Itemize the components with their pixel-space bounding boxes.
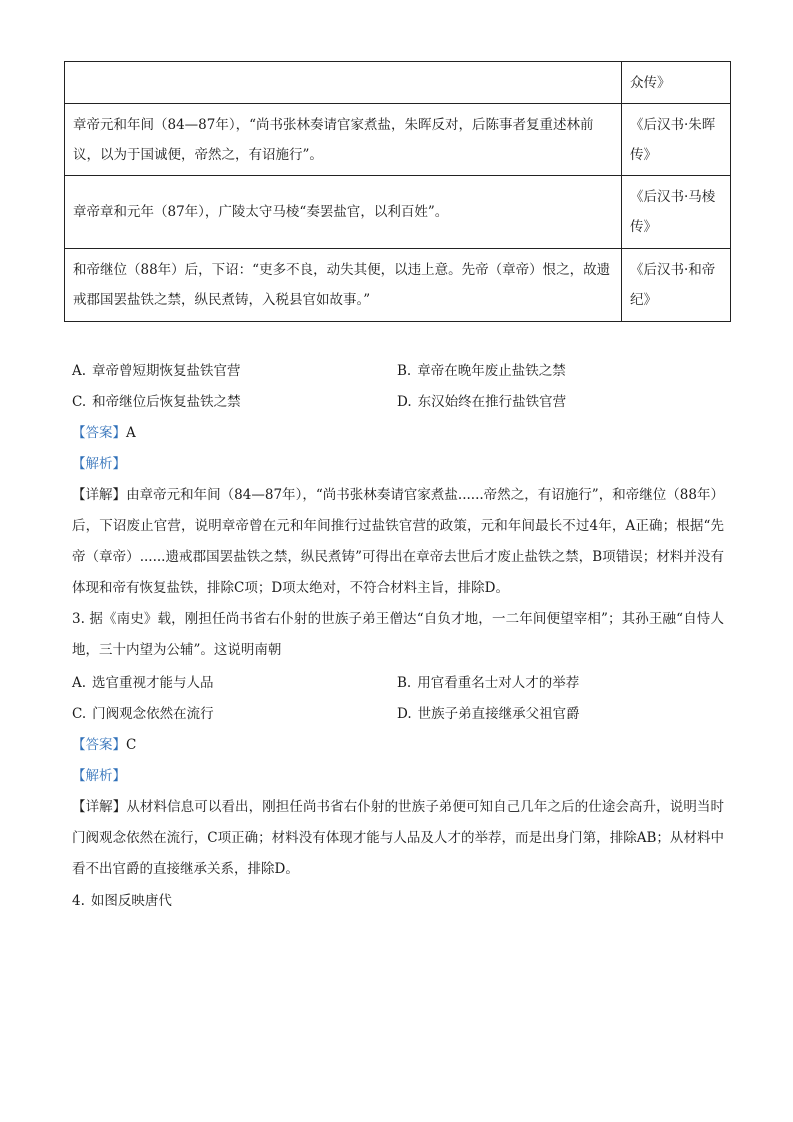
table-cell-content xyxy=(65,62,622,104)
option-key: B. xyxy=(397,675,412,691)
option-text: 章帝在晚年废止盐铁之禁 xyxy=(417,363,566,379)
q2-option-d xyxy=(397,387,566,418)
table-row xyxy=(65,62,731,104)
question-text: 如图反映唐代 xyxy=(90,893,172,909)
q3-stem xyxy=(72,604,724,666)
q3-detail xyxy=(72,792,724,885)
table-row xyxy=(65,104,731,176)
option-key: A. xyxy=(72,363,87,379)
option-text: 东汉始终在推行盐铁官营 xyxy=(417,394,567,410)
table-cell-content: 章帝章和元年（87年），广陵太守马棱“奏罢盐官，以利百姓”。 xyxy=(65,176,622,249)
analysis-tag: 【解析】 xyxy=(72,768,126,784)
answer-value: A xyxy=(126,425,136,441)
option-key: C. xyxy=(72,706,87,722)
analysis-tag: 【解析】 xyxy=(72,456,126,472)
q2-option-a xyxy=(72,356,241,387)
option-key: D. xyxy=(397,706,412,722)
table-cell-source: 《后汉书·马棱传》 xyxy=(622,176,731,249)
q2-option-b xyxy=(397,356,566,387)
answer-value: C xyxy=(126,737,137,753)
table-row xyxy=(65,249,731,322)
option-key: C. xyxy=(72,394,87,410)
table-cell-content: 章帝元和年间（84—87年），“尚书张林奏请官家煮盐，朱晖反对，后陈事者复重述林前议，以为于国诚便，帝然之，有诏施行”。 xyxy=(65,104,622,176)
option-text: 章帝曾短期恢复盐铁官营 xyxy=(92,363,241,379)
detail-text: 由章帝元和年间（84—87年），“尚书张林奏请官家煮盐......帝然之，有诏施行”，和帝继位（88年）后，下诏废止官营，说明章帝曾在元和年间推行过盐铁官营的政策，元和年间最长不过4年，A正确；根据“先帝（章帝）......遗戒郡国罢盐铁之禁，纵民煮铸”可得出在章帝去世后才废止盐铁之禁，B项错误；材料并没有体现和帝有恢复盐铁，排除C项；D项太绝对，不符合材料主旨，排除D。 xyxy=(72,487,724,596)
detail-tag: 【详解】 xyxy=(72,487,127,503)
answer-tag: 【答案】 xyxy=(72,737,126,753)
q2-answer xyxy=(72,418,136,449)
table-cell-source: 众传》 xyxy=(622,62,731,104)
answer-tag: 【答案】 xyxy=(72,425,126,441)
question-number: 4. xyxy=(72,893,85,909)
q3-option-d xyxy=(397,699,580,730)
option-text: 选官重视才能与人品 xyxy=(92,675,214,691)
option-text: 和帝继位后恢复盐铁之禁 xyxy=(92,394,241,410)
option-key: B. xyxy=(397,363,412,379)
q4-stem xyxy=(72,886,172,917)
table-cell-content: 和帝继位（88年）后，下诏：“吏多不良，动失其便，以违上意。先帝（章帝）恨之，故遗戒郡国罢盐铁之禁，纵民煮铸，入税县官如故事。” xyxy=(65,249,622,322)
option-key: D. xyxy=(397,394,412,410)
table-row xyxy=(65,176,731,249)
option-key: A. xyxy=(72,675,87,691)
q3-answer xyxy=(72,730,136,761)
detail-text: 从材料信息可以看出，刚担任尚书省右仆射的世族子弟便可知自己几年之后的仕途会高升，说明当时门阀观念依然在流行，C项正确；材料没有体现才能与人品及人才的举荐，而是出身门第，排除AB；从材料中看不出官爵的直接继承关系，排除D。 xyxy=(72,799,725,877)
option-text: 世族子弟直接继承父祖官爵 xyxy=(417,706,580,722)
q2-detail xyxy=(72,480,724,604)
q3-option-a xyxy=(72,668,214,699)
option-text: 门阀观念依然在流行 xyxy=(92,706,214,722)
q2-analysis-heading xyxy=(72,449,126,480)
table-cell-source: 《后汉书·和帝纪》 xyxy=(622,249,731,322)
q3-option-c xyxy=(72,699,214,730)
detail-tag: 【详解】 xyxy=(72,799,127,815)
table-cell-source: 《后汉书·朱晖传》 xyxy=(622,104,731,176)
option-text: 用官看重名士对人才的举荐 xyxy=(417,675,580,691)
q2-option-c xyxy=(72,387,241,418)
question-text: 据《南史》载，刚担任尚书省右仆射的世族子弟王僧达“自负才地，一二年间便望宰相”；其孙王融“自恃人地，三十内望为公辅”。这说明南朝 xyxy=(72,611,724,658)
question-number: 3. xyxy=(72,611,85,627)
q3-analysis-heading xyxy=(72,761,126,792)
source-table xyxy=(64,61,731,322)
q3-option-b xyxy=(397,668,579,699)
